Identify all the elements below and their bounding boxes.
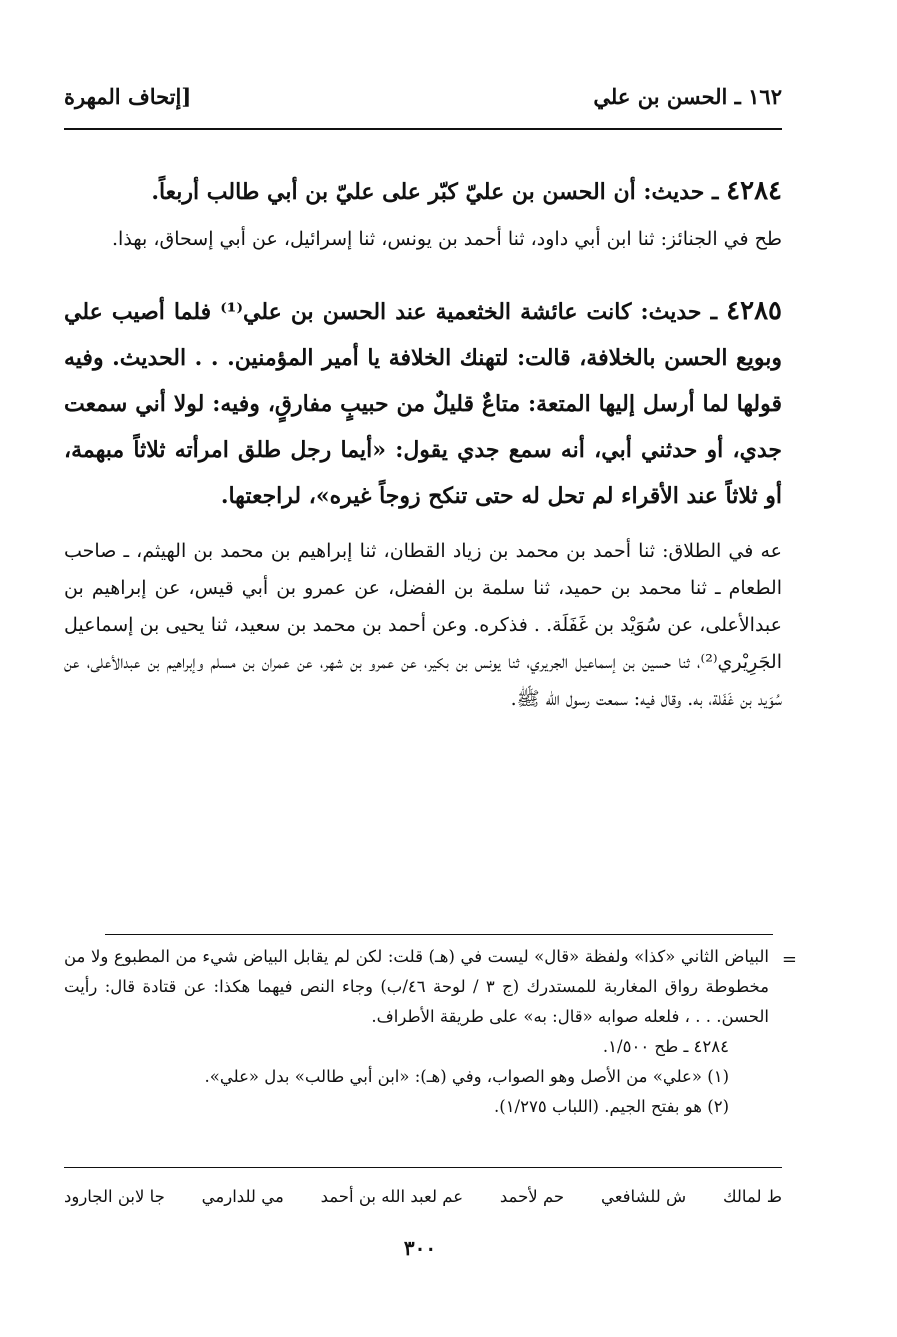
hadith-number: ٤٢٨٥ [726, 296, 782, 326]
abbreviation-item: جا لابن الجارود [64, 1187, 165, 1206]
hadith-text: ـ حديث: كانت عائشة الخثعمية عند الحسن بن علي⁽¹⁾ فلما أصيب علي وبويع الحسن بالخلافة، قالت: لتهنك الخلافة يا أمير المؤمنين. . . الحديث. وفيه قولها لما أرسل إليها المتعة: متاعٌ قليلٌ من حبيبٍ مفارقٍ، وفيه: لولا أني سمعت جدي، أو حدثني أبي، أنه سمع جدي يقول: «أيما رجل طلق امرأته ثلاثاً مبهمة، أو ثلاثاً عند الأقراء لم تحل له حتى تنكح زوجاً غيره»، لراجعتها. [64, 299, 782, 509]
footnotes [64, 942, 769, 1122]
isnad-4285: عه في الطلاق: ثنا أحمد بن محمد بن زياد القطان، ثنا إبراهيم بن محمد بن الهيثم، ـ صاحب الطعام ـ ثنا محمد بن حميد، ثنا سلمة بن الفضل، عن عمرو بن أبي قيس، عن إبراهيم بن عبدالأعلى، عن سُوَيْد بن غَفَلَة. . فذكره. وعن أحمد بن محمد بن سعيد، ثنا يحيى بن إسماعيل الجَرِيْري⁽²⁾، ثنا حسين بن إسماعيل الجريري، ثنا يونس بن بكير، عن عمرو بن شهر، عن عمران بن مسلم وإبراهيم بن عبدالأعلى، عن سُوَيد بن غَفَلة، به. وقال فيه: سمعت رسول الله ﷺ. [64, 540, 782, 710]
main-text [64, 168, 782, 718]
header-rule [64, 128, 782, 130]
abbreviation-item: ط لمالك [722, 1187, 782, 1206]
abbreviation-item: عم لعبد الله بن أحمد [320, 1187, 464, 1206]
hadith-4285 [64, 288, 782, 519]
header-section-title: ١٦٢ ـ الحسن بن علي [593, 83, 782, 109]
footnote-item: ٤٢٨٤ ـ طح ١/٥٠٠. [602, 1037, 729, 1056]
footnote-item: (٢) هو بفتح الجيم. (اللباب ١/٢٧٥). [494, 1097, 729, 1116]
hadith-4284 [64, 168, 782, 215]
footnote-rule [105, 934, 773, 935]
footnote-continuation: البياض الثاني «كذا» ولفظة «قال» ليست في (هـ) قلت: لكن لم يقابل البياض شيء من المطبوع ولا من مخطوطة رواق المغاربة للمستدرك (ج ٣ / لوحة ٤٦/ب) وجاء النص فيهما هكذا: عن قتادة قال: رأيت الحسن. . . ، فلعله صوابه «قال: به» على طريقة الأطراف. [64, 947, 769, 1026]
header-book-title: [إتحاف المهرة [64, 83, 192, 109]
abbreviation-item: حم لأحمد [499, 1187, 565, 1206]
footnote-continuation-marker: = [781, 949, 797, 970]
abbreviations-rule [64, 1167, 782, 1168]
running-header [64, 78, 782, 114]
isnad-4284: طح في الجنائز: ثنا ابن أبي داود، ثنا أحمد بن يونس، ثنا إسرائيل، عن أبي إسحاق، بهذا. [112, 228, 782, 250]
page-number: ٣٠٠ [403, 1236, 437, 1260]
hadith-text: ـ حديث: أن الحسن بن عليّ كبّر على عليّ بن أبي طالب أربعاً. [151, 179, 727, 205]
abbreviations-key [64, 1183, 782, 1211]
footnote-item: (١) «علي» من الأصل وهو الصواب، وفي (هـ): «ابن أبي طالب» بدل «علي». [204, 1067, 729, 1086]
abbreviation-item: ش للشافعي [600, 1187, 687, 1206]
abbreviation-item: مي للدارمي [201, 1187, 284, 1206]
hadith-number: ٤٢٨٤ [726, 176, 782, 206]
